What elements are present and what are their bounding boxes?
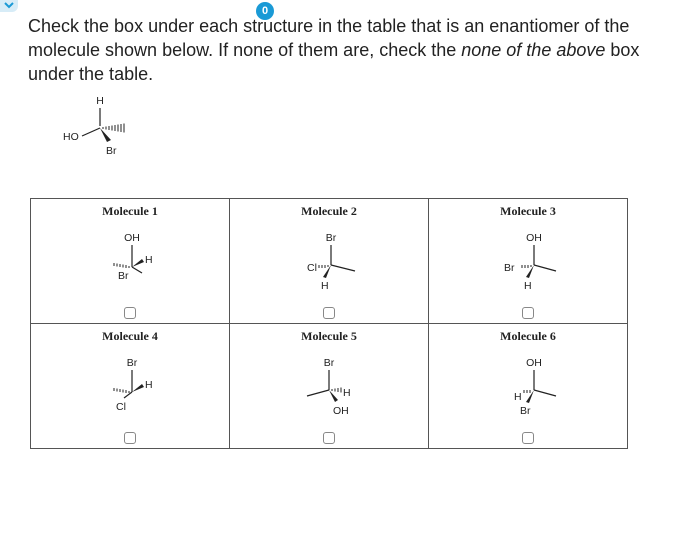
question-emphasis: none of the above [461, 40, 606, 60]
molecule-title-4: Molecule 4 [102, 329, 158, 343]
question-text [28, 14, 678, 86]
molecule-4-checkbox[interactable] [124, 432, 136, 444]
molecule-3-checkbox[interactable] [522, 307, 534, 319]
mol6-bottom: Br [520, 405, 531, 417]
mol5-bottom: OH [333, 405, 349, 417]
question-part-2: box under the table. [28, 40, 640, 84]
target-label-bottom: Br [106, 145, 117, 157]
molecule-table [30, 198, 628, 449]
molecule-title-5: Molecule 5 [301, 329, 357, 343]
mol5-hashed: H [343, 387, 351, 399]
mol2-top: Br [325, 232, 337, 244]
mol6-top: OH [526, 357, 542, 369]
molecule-cell-5 [230, 324, 429, 449]
mol1-bottom: Br [118, 270, 129, 282]
mol3-hashed: Br [504, 262, 515, 274]
mol5-top: Br [323, 357, 335, 369]
mol4-top: Br [126, 357, 138, 369]
notification-badge[interactable]: 0 [256, 2, 274, 20]
target-label-top: H [96, 95, 104, 107]
mol6-hashed: H [514, 391, 522, 403]
molecule-1-checkbox[interactable] [124, 307, 136, 319]
mol4-wedge: H [145, 379, 153, 391]
molecule-6-checkbox[interactable] [522, 432, 534, 444]
target-label-left: HO [63, 131, 79, 143]
collapse-chevron-button[interactable] [0, 0, 18, 12]
mol1-top: OH [124, 232, 140, 244]
molecule-structure-5 [230, 346, 428, 426]
mol4-bottom: Cl [116, 401, 126, 413]
question-part-1: Check the box under each structure in the table that is an enantiomer of the molecule shown below. If none of them are, check the [28, 16, 630, 60]
molecule-structure-6 [429, 346, 627, 426]
molecule-structure-4 [31, 346, 229, 426]
molecule-title-3: Molecule 3 [500, 204, 556, 218]
molecule-title-1: Molecule 1 [102, 204, 158, 218]
molecule-cell-4 [31, 324, 230, 449]
molecule-structure-3 [429, 221, 627, 301]
mol3-top: OH [526, 232, 542, 244]
molecule-title-6: Molecule 6 [500, 329, 556, 343]
molecule-title-2: Molecule 2 [301, 204, 357, 218]
molecule-cell-2 [230, 199, 429, 324]
mol2-bottom: H [321, 280, 329, 292]
molecule-cell-3 [429, 199, 628, 324]
mol2-hashed: Cl [307, 262, 317, 274]
mol3-bottom: H [524, 280, 532, 292]
molecule-cell-6 [429, 324, 628, 449]
target-molecule [60, 92, 150, 167]
molecule-2-checkbox[interactable] [323, 307, 335, 319]
chevron-down-icon [3, 0, 15, 10]
molecule-cell-1 [31, 199, 230, 324]
molecule-structure-2 [230, 221, 428, 301]
molecule-5-checkbox[interactable] [323, 432, 335, 444]
molecule-structure-1 [31, 221, 229, 301]
mol1-wedge: H [145, 254, 153, 266]
